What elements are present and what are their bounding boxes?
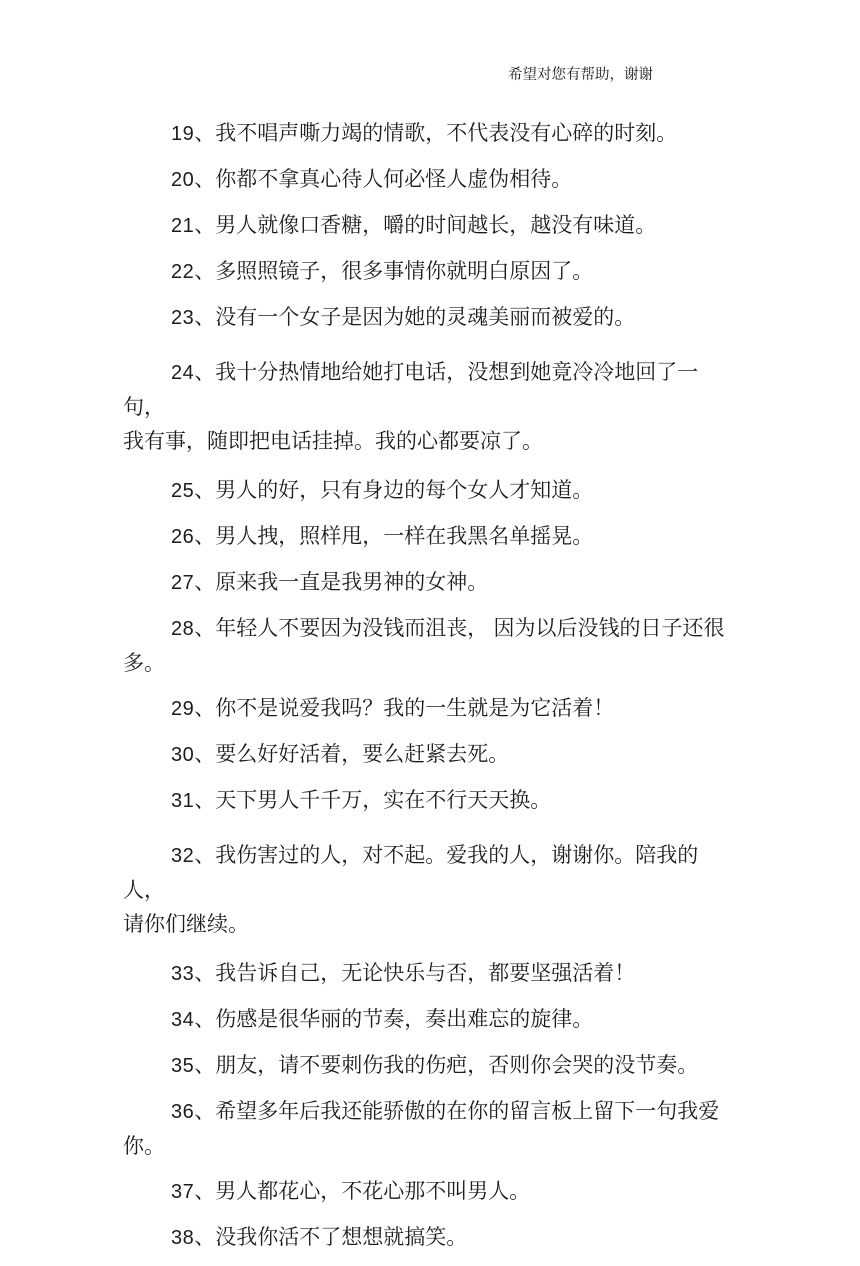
item-text-line: 没我你活不了想想就搞笑。 bbox=[215, 1225, 468, 1249]
item-text-line: 你都不拿真心待人何必怪人虚伪相待。 bbox=[215, 167, 573, 191]
header-note: 希望对您有帮助，谢谢 bbox=[508, 67, 653, 83]
item-text-line: 你不是说爱我吗？我的一生就是为它活着！ bbox=[215, 696, 615, 720]
item-number: 37 bbox=[171, 1181, 195, 1203]
item-text-line: 没有一个女子是因为她的灵魂美丽而被爱的。 bbox=[215, 305, 636, 329]
quote-item-22 bbox=[123, 254, 737, 289]
item-number: 30 bbox=[171, 744, 195, 766]
item-text-line: 要么好好活着，要么赶紧去死。 bbox=[215, 742, 510, 766]
quote-item-26 bbox=[123, 519, 737, 554]
item-separator: 、 bbox=[194, 121, 216, 145]
item-number: 33 bbox=[171, 963, 195, 985]
quote-item-25 bbox=[123, 473, 737, 508]
item-number: 20 bbox=[171, 169, 195, 191]
quote-item-19 bbox=[123, 116, 737, 151]
item-text-line: 男人的好，只有身边的每个女人才知道。 bbox=[215, 478, 594, 502]
item-text-line: 天下男人千千万，实在不行天天换。 bbox=[215, 788, 552, 812]
item-separator: 、 bbox=[194, 616, 216, 640]
item-number: 25 bbox=[171, 480, 195, 502]
item-text-line: 伤感是很华丽的节奏，奏出难忘的旋律。 bbox=[215, 1007, 594, 1031]
item-separator: 、 bbox=[194, 1099, 216, 1123]
item-number: 19 bbox=[171, 123, 195, 145]
item-separator: 、 bbox=[194, 524, 216, 548]
item-text-line: 男人都花心，不花心那不叫男人。 bbox=[215, 1179, 531, 1203]
item-text-line: 男人拽，照样甩，一样在我黑名单摇晃。 bbox=[215, 524, 594, 548]
quote-item-27 bbox=[123, 565, 737, 600]
item-text-line: 年轻人不要因为没钱而沮丧， 因为以后没钱的日子还很多。 bbox=[123, 616, 725, 675]
item-text-line: 多照照镜子，很多事情你就明白原因了。 bbox=[215, 259, 594, 283]
quote-item-21 bbox=[123, 208, 737, 243]
item-separator: 、 bbox=[194, 478, 216, 502]
quote-item-30 bbox=[123, 737, 737, 772]
item-text-line: 我告诉自己，无论快乐与否，都要坚强活着！ bbox=[215, 961, 636, 985]
item-separator: 、 bbox=[194, 843, 216, 867]
quote-item-23 bbox=[123, 300, 737, 335]
item-separator: 、 bbox=[194, 1053, 216, 1077]
quote-item-35 bbox=[123, 1048, 737, 1083]
item-text-line: 我不唱声嘶力竭的情歌，不代表没有心碎的时刻。 bbox=[215, 121, 678, 145]
quote-item-28 bbox=[123, 611, 737, 680]
item-separator: 、 bbox=[194, 305, 216, 329]
item-text-line: 我十分热情地给她打电话，没想到她竟冷冷地回了一句， bbox=[123, 360, 699, 419]
item-number: 21 bbox=[171, 215, 195, 237]
quote-item-29 bbox=[123, 691, 737, 726]
item-separator: 、 bbox=[194, 1225, 216, 1249]
item-text-line: 我有事，随即把电话挂掉。我的心都要凉了。 bbox=[123, 429, 543, 453]
item-text-line: 请你们继续。 bbox=[123, 912, 249, 936]
item-separator: 、 bbox=[194, 696, 216, 720]
item-separator: 、 bbox=[194, 788, 216, 812]
item-number: 26 bbox=[171, 526, 195, 548]
item-separator: 、 bbox=[194, 961, 216, 985]
quote-item-24 bbox=[123, 355, 737, 458]
item-separator: 、 bbox=[194, 1179, 216, 1203]
item-separator: 、 bbox=[194, 213, 216, 237]
quote-item-32 bbox=[123, 838, 737, 941]
item-text-line: 希望多年后我还能骄傲的在你的留言板上留下一句我爱你。 bbox=[123, 1099, 720, 1158]
item-number: 29 bbox=[171, 698, 195, 720]
item-number: 31 bbox=[171, 790, 195, 812]
item-number: 38 bbox=[171, 1227, 195, 1249]
item-text-line: 男人就像口香糖，嚼的时间越长，越没有味道。 bbox=[215, 213, 657, 237]
quote-item-34 bbox=[123, 1002, 737, 1037]
item-number: 24 bbox=[171, 362, 195, 384]
item-text-line: 原来我一直是我男神的女神。 bbox=[215, 570, 489, 594]
item-text-line: 我伤害过的人，对不起。爱我的人，谢谢你。陪我的人， bbox=[123, 843, 699, 902]
quote-item-20 bbox=[123, 162, 737, 197]
quote-item-36 bbox=[123, 1094, 737, 1163]
item-number: 35 bbox=[171, 1055, 195, 1077]
quote-item-33 bbox=[123, 956, 737, 991]
item-number: 22 bbox=[171, 261, 195, 283]
item-number: 32 bbox=[171, 845, 195, 867]
item-number: 36 bbox=[171, 1101, 195, 1123]
item-separator: 、 bbox=[194, 167, 216, 191]
quote-list bbox=[123, 116, 737, 1266]
item-number: 27 bbox=[171, 572, 195, 594]
item-separator: 、 bbox=[194, 570, 216, 594]
item-separator: 、 bbox=[194, 259, 216, 283]
item-number: 34 bbox=[171, 1009, 195, 1031]
quote-item-38 bbox=[123, 1220, 737, 1255]
item-text-line: 朋友，请不要刺伤我的伤疤，否则你会哭的没节奏。 bbox=[215, 1053, 699, 1077]
item-separator: 、 bbox=[194, 1007, 216, 1031]
item-number: 23 bbox=[171, 307, 195, 329]
quote-item-37 bbox=[123, 1174, 737, 1209]
item-number: 28 bbox=[171, 618, 195, 640]
quote-item-31 bbox=[123, 783, 737, 818]
item-separator: 、 bbox=[194, 360, 216, 384]
item-separator: 、 bbox=[194, 742, 216, 766]
